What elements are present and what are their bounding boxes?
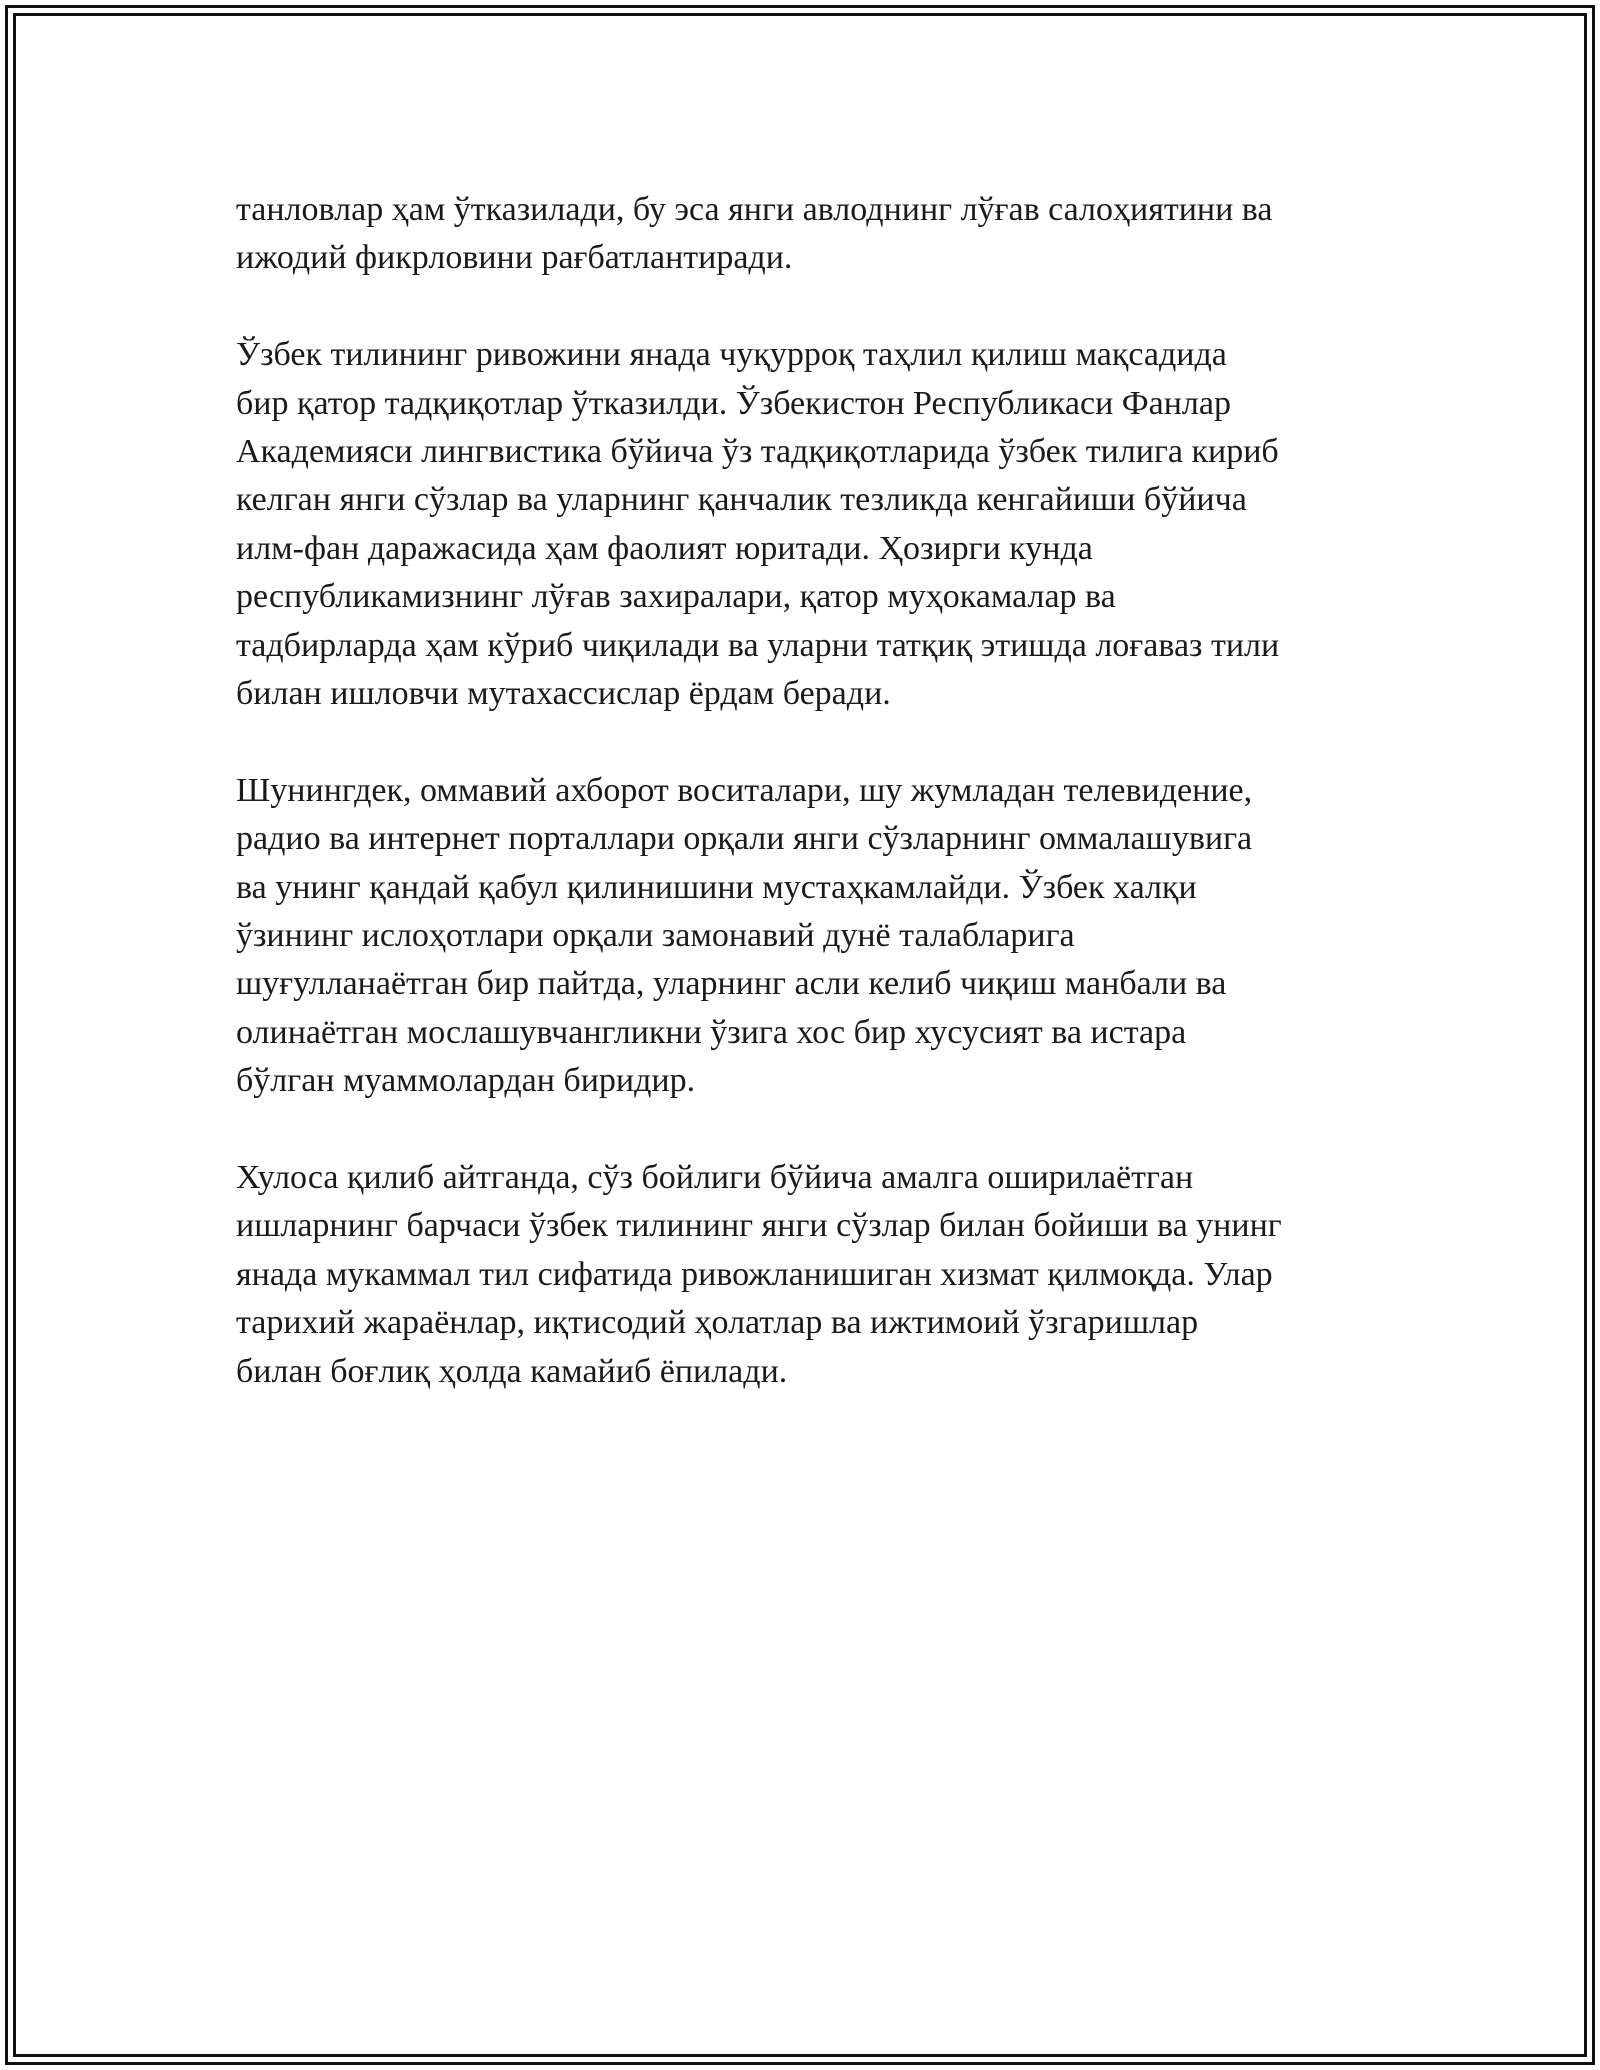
text-line: Шунингдек, оммавий ахборот воситалари, шу жумладан телевидение, (236, 771, 1253, 809)
text-line: ўзининг ислоҳотлари орқали замонавий дунё талабларига (236, 917, 1075, 955)
text-line: ва унинг қандай қабул қилинишини мустаҳкамлайди. Ўзбек халқи (236, 868, 1197, 906)
text-line: бир қатор тадқиқотлар ўтказилди. Ўзбекистон Республикаси Фанлар (236, 384, 1231, 422)
text-line: радио ва интернет порталлари орқали янги сўзларнинг оммалашувига (236, 820, 1253, 858)
text-line: янада мукаммал тил сифатида ривожланишиган хизмат қилмоқда. Улар (236, 1255, 1273, 1293)
paragraph-3 (236, 767, 1376, 1106)
text-line: билан ишловчи мутахассислар ёрдам беради. (236, 675, 891, 713)
text-line: илм-фан даражасида ҳам фаолият юритади. Ҳозирги кунда (236, 529, 1093, 567)
paragraph-2 (236, 331, 1376, 718)
text-line: Ўзбек тилининг ривожини янада чуқурроқ таҳлил қилиш мақсадида (236, 336, 1227, 374)
text-line: тадбирларда ҳам кўриб чиқилади ва уларни татқиқ этишда лоғаваз тили (236, 626, 1280, 664)
text-line: бўлган муаммолардан биридир. (236, 1062, 696, 1100)
text-line: ишларнинг барчаси ўзбек тилининг янги сўзлар билан бойиши ва унинг (236, 1207, 1282, 1245)
paragraph-1 (236, 186, 1376, 283)
paragraph-4 (236, 1154, 1376, 1396)
text-line: олинаётган мослашувчангликни ўзига хос бир хусусият ва истара (236, 1013, 1187, 1051)
text-line: шуғулланаётган бир пайтда, уларнинг асли келиб чиқиш манбали ва (236, 965, 1227, 1003)
text-line: Академияси лингвистика бўйича ўз тадқиқотларида ўзбек тилига кириб (236, 433, 1279, 471)
text-line: билан боғлиқ ҳолда камайиб ёпилади. (236, 1352, 788, 1390)
text-line: тарихий жараёнлар, иқтисодий ҳолатлар ва ижтимоий ўзгаришлар (236, 1304, 1199, 1342)
document-body (236, 186, 1376, 1445)
text-line: танловлар ҳам ўтказилади, бу эса янги авлоднинг лўғав салоҳиятини ва (236, 191, 1273, 228)
text-line: ижодий фикрловини рағбатлантиради. (236, 239, 793, 277)
text-line: республикамизнинг лўғав захиралари, қатор муҳокамалар ва (236, 578, 1116, 616)
text-line: келган янги сўзлар ва уларнинг қанчалик тезликда кенгайиши бўйича (236, 481, 1247, 519)
text-line: Хулоса қилиб айтганда, сўз бойлиги бўйича амалга оширилаётган (236, 1159, 1194, 1197)
